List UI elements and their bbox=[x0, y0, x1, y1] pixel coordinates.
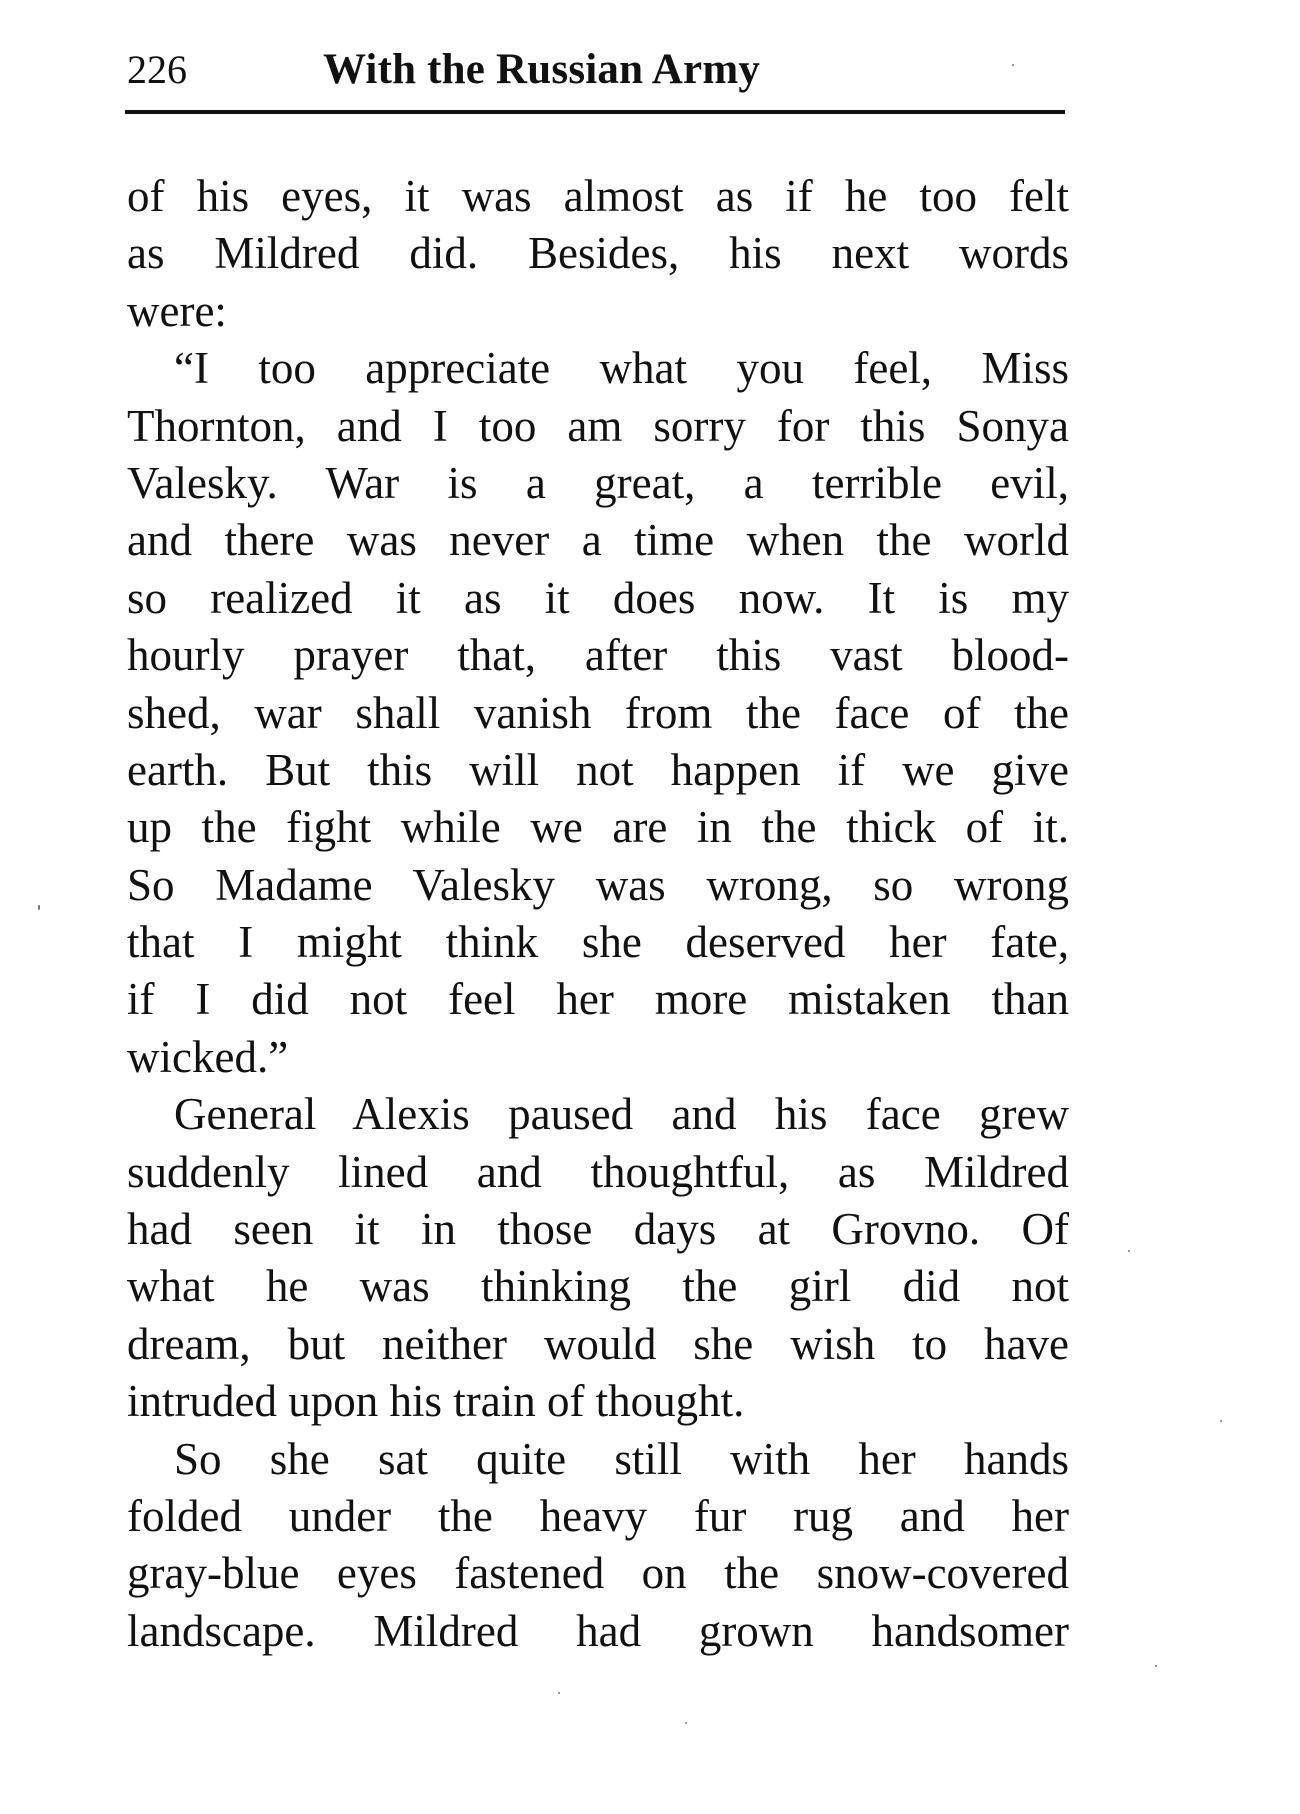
text-line: earth. But this will not happen if we give bbox=[127, 744, 1069, 795]
text-line: shed, war shall vanish from the face of the bbox=[127, 687, 1069, 738]
scan-speck bbox=[558, 1692, 560, 1694]
text-line: wicked.” bbox=[127, 1031, 289, 1082]
text-line: General Alexis paused and his face grew bbox=[174, 1089, 1069, 1140]
text-line: dream, but neither would she wish to have bbox=[127, 1318, 1069, 1369]
text-line: were: bbox=[127, 285, 227, 336]
scan-speck bbox=[685, 1722, 687, 1724]
scan-speck bbox=[1128, 1250, 1130, 1252]
text-line: Thornton, and I too am sorry for this Sonya bbox=[127, 400, 1069, 451]
text-line: intruded upon his train of thought. bbox=[127, 1376, 745, 1427]
page-number: 226 bbox=[127, 47, 187, 92]
text-line: of his eyes, it was almost as if he too felt bbox=[127, 171, 1069, 221]
text-line: had seen it in those days at Grovno. Of bbox=[127, 1204, 1069, 1255]
text-line: that I might think she deserved her fate, bbox=[127, 917, 1069, 968]
text-line: up the fight while we are in the thick of it. bbox=[127, 802, 1069, 853]
text-line: folded under the heavy fur rug and her bbox=[127, 1490, 1069, 1541]
header-rule bbox=[125, 110, 1065, 114]
body-text bbox=[127, 168, 1069, 1660]
text-line: suddenly lined and thoughtful, as Mildred bbox=[127, 1146, 1069, 1197]
scan-speck bbox=[38, 905, 40, 910]
scan-speck bbox=[1012, 64, 1014, 66]
text-line: so realized it as it does now. It is my bbox=[127, 572, 1069, 623]
scan-speck bbox=[1220, 1420, 1222, 1422]
text-line: what he was thinking the girl did not bbox=[127, 1261, 1069, 1312]
text-line: Valesky. War is a great, a terrible evil, bbox=[127, 457, 1069, 508]
running-title: With the Russian Army bbox=[323, 46, 761, 93]
text-line: gray-blue eyes fastened on the snow-covered bbox=[127, 1548, 1069, 1599]
text-line: So she sat quite still with her hands bbox=[174, 1433, 1069, 1484]
text-line: and there was never a time when the world bbox=[127, 515, 1069, 566]
text-line: “I too appreciate what you feel, Miss bbox=[174, 343, 1069, 394]
text-line: hourly prayer that, after this vast blood- bbox=[127, 630, 1069, 681]
text-line: if I did not feel her more mistaken than bbox=[127, 974, 1069, 1025]
text-line: So Madame Valesky was wrong, so wrong bbox=[127, 859, 1069, 910]
text-line: as Mildred did. Besides, his next words bbox=[127, 228, 1069, 279]
page-header bbox=[127, 44, 1065, 96]
scan-speck bbox=[1155, 1665, 1157, 1667]
text-line: landscape. Mildred had grown handsomer bbox=[127, 1605, 1069, 1656]
